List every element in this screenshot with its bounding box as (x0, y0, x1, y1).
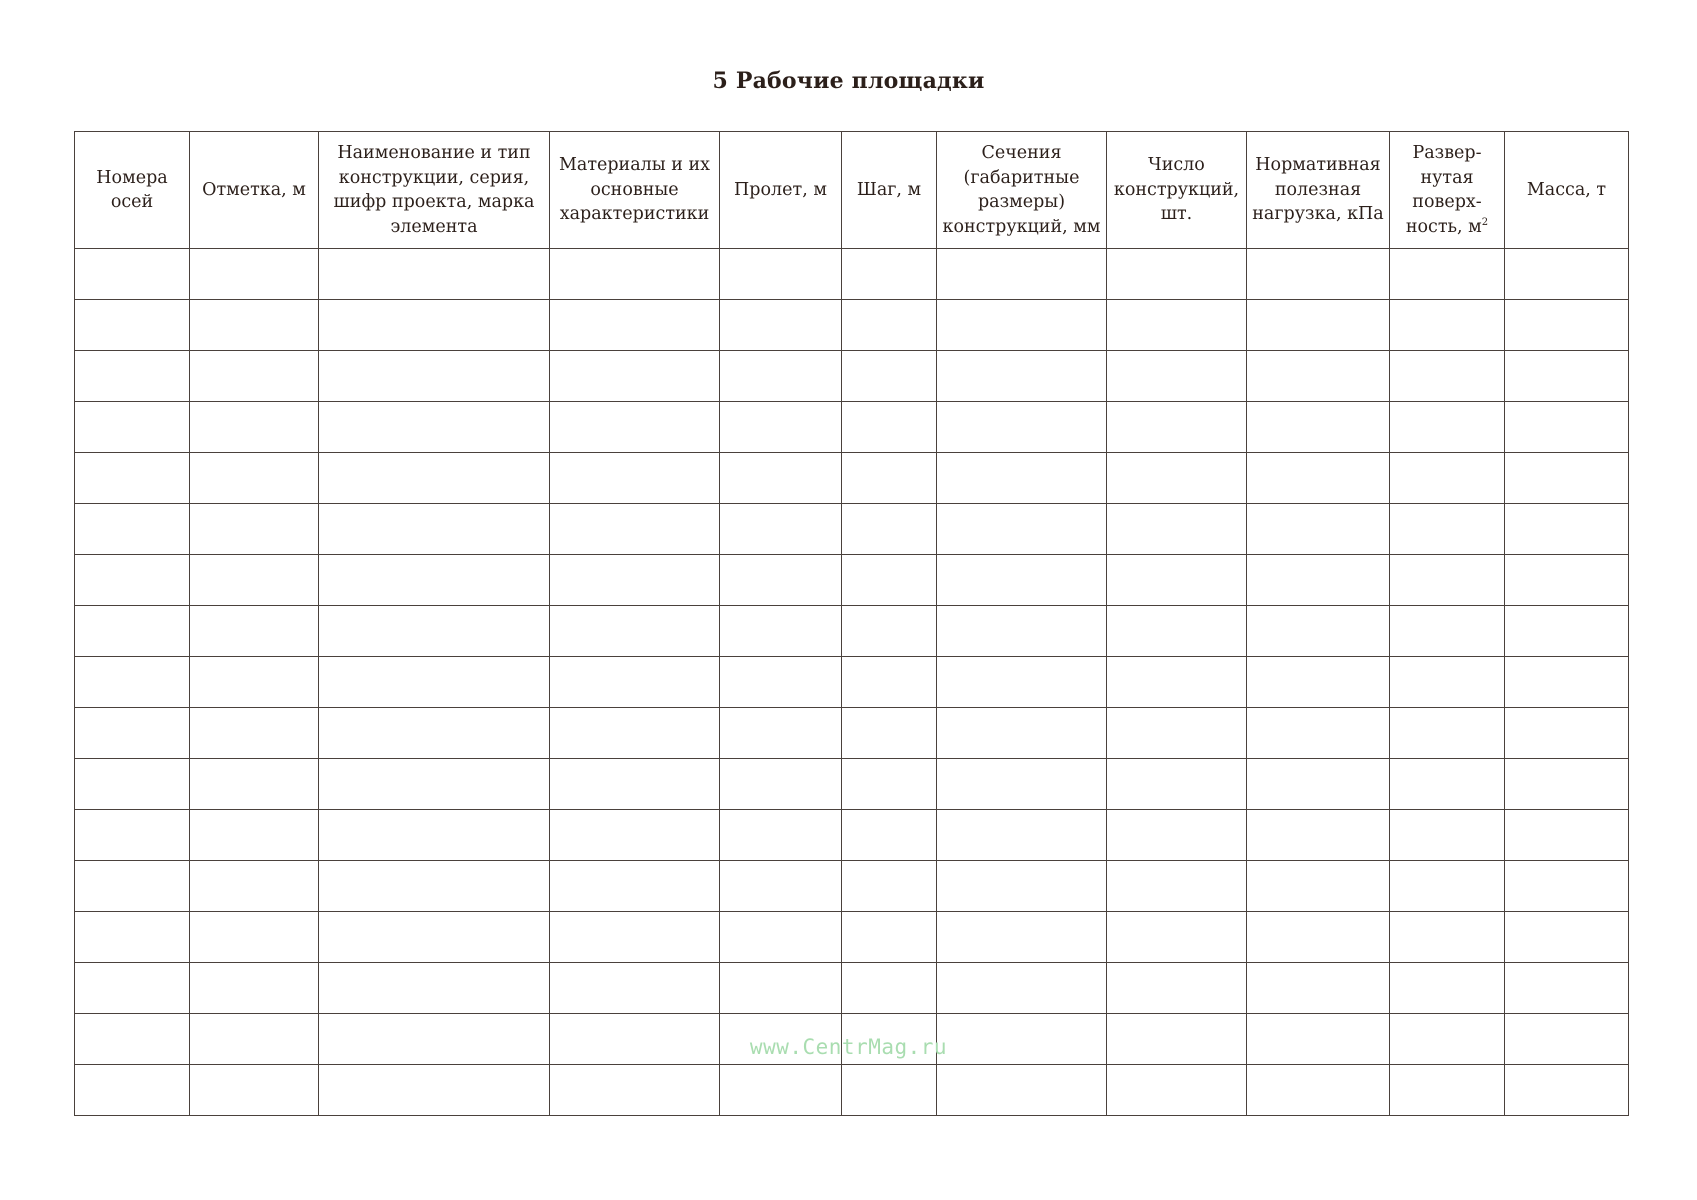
table-cell[interactable] (319, 861, 550, 912)
table-cell[interactable] (319, 402, 550, 453)
table-cell[interactable] (190, 606, 319, 657)
work-platforms-table (74, 131, 1629, 1116)
table-cell[interactable] (75, 249, 190, 300)
table-row (75, 351, 1629, 402)
table-cell[interactable] (842, 963, 937, 1014)
table-cell[interactable] (937, 606, 1107, 657)
table-cell[interactable] (550, 657, 720, 708)
table-cell[interactable] (1505, 351, 1629, 402)
table-cell[interactable] (842, 453, 937, 504)
table-cell[interactable] (1390, 759, 1505, 810)
table-cell[interactable] (1390, 555, 1505, 606)
table-cell[interactable] (550, 300, 720, 351)
table-cell[interactable] (842, 657, 937, 708)
table-row (75, 810, 1629, 861)
table-cell[interactable] (1247, 861, 1390, 912)
table-cell[interactable] (190, 1065, 319, 1116)
table-cell[interactable] (1505, 657, 1629, 708)
table-cell[interactable] (319, 912, 550, 963)
table-cell[interactable] (1505, 300, 1629, 351)
table-cell[interactable] (1247, 657, 1390, 708)
table-cell[interactable] (75, 402, 190, 453)
table-cell[interactable] (1505, 963, 1629, 1014)
table-cell[interactable] (190, 657, 319, 708)
table-cell[interactable] (937, 1014, 1107, 1065)
table-cell[interactable] (720, 453, 842, 504)
table-row (75, 402, 1629, 453)
column-header-materials: Материалы и их основные характеристики (550, 132, 720, 249)
table-cell[interactable] (550, 351, 720, 402)
column-header-count: Число конструкций, шт. (1107, 132, 1247, 249)
table-cell[interactable] (1390, 300, 1505, 351)
table-cell[interactable] (550, 963, 720, 1014)
table-cell[interactable] (842, 912, 937, 963)
table-cell[interactable] (550, 504, 720, 555)
table-row (75, 606, 1629, 657)
table-cell[interactable] (937, 861, 1107, 912)
table-cell[interactable] (937, 810, 1107, 861)
table-cell[interactable] (1390, 1065, 1505, 1116)
table-cell[interactable] (75, 300, 190, 351)
table-cell[interactable] (550, 606, 720, 657)
column-header-axis-numbers: Номера осей (75, 132, 190, 249)
table-cell[interactable] (319, 453, 550, 504)
table-cell[interactable] (1390, 606, 1505, 657)
column-header-pitch: Шаг, м (842, 132, 937, 249)
table-cell[interactable] (319, 657, 550, 708)
table-cell[interactable] (550, 810, 720, 861)
table-cell[interactable] (1505, 861, 1629, 912)
table-row (75, 963, 1629, 1014)
table-cell[interactable] (190, 759, 319, 810)
table-cell[interactable] (842, 810, 937, 861)
table-cell[interactable] (319, 606, 550, 657)
table-cell[interactable] (937, 351, 1107, 402)
table-cell[interactable] (1107, 657, 1247, 708)
table-cell[interactable] (550, 453, 720, 504)
table-cell[interactable] (75, 657, 190, 708)
table-cell[interactable] (1390, 963, 1505, 1014)
table-row (75, 1065, 1629, 1116)
table-cell[interactable] (1390, 453, 1505, 504)
table-cell[interactable] (1390, 249, 1505, 300)
table-cell[interactable] (1107, 708, 1247, 759)
table-cell[interactable] (720, 1014, 842, 1065)
table-cell[interactable] (720, 708, 842, 759)
table-cell[interactable] (720, 402, 842, 453)
table-cell[interactable] (550, 912, 720, 963)
table-cell[interactable] (1107, 1014, 1247, 1065)
table-cell[interactable] (75, 759, 190, 810)
table-cell[interactable] (1247, 453, 1390, 504)
table-cell[interactable] (937, 402, 1107, 453)
table-cell[interactable] (1247, 912, 1390, 963)
table-cell[interactable] (842, 759, 937, 810)
table-cell[interactable] (75, 606, 190, 657)
table-cell[interactable] (75, 555, 190, 606)
table-cell[interactable] (1247, 249, 1390, 300)
table-cell[interactable] (190, 351, 319, 402)
table-cell[interactable] (937, 708, 1107, 759)
table-cell[interactable] (1505, 504, 1629, 555)
table-cell[interactable] (720, 1065, 842, 1116)
table-cell[interactable] (1390, 708, 1505, 759)
table-cell[interactable] (1247, 402, 1390, 453)
table-cell[interactable] (1247, 1065, 1390, 1116)
table-cell[interactable] (1107, 249, 1247, 300)
table-cell[interactable] (319, 249, 550, 300)
table-cell[interactable] (75, 963, 190, 1014)
table-cell[interactable] (1390, 912, 1505, 963)
table-cell[interactable] (75, 861, 190, 912)
column-header-structure-name: Наименование и тип конструкции, серия, шифр проекта, марка элемента (319, 132, 550, 249)
column-header-elevation: Отметка, м (190, 132, 319, 249)
table-cell[interactable] (75, 453, 190, 504)
table-cell[interactable] (1247, 606, 1390, 657)
table-cell[interactable] (842, 300, 937, 351)
table-cell[interactable] (1505, 555, 1629, 606)
table-cell[interactable] (1505, 453, 1629, 504)
table-cell[interactable] (319, 504, 550, 555)
table-cell[interactable] (720, 606, 842, 657)
table-cell[interactable] (319, 759, 550, 810)
surface-label: Развер-нутая поверх-ность, м (1405, 143, 1482, 237)
column-header-surface (1390, 132, 1505, 249)
table-row (75, 504, 1629, 555)
table-cell[interactable] (190, 810, 319, 861)
table-cell[interactable] (937, 300, 1107, 351)
table-cell[interactable] (1107, 453, 1247, 504)
table-row (75, 657, 1629, 708)
table-cell[interactable] (319, 708, 550, 759)
table-cell[interactable] (1247, 963, 1390, 1014)
table-cell[interactable] (75, 504, 190, 555)
table-cell[interactable] (1107, 963, 1247, 1014)
table-cell[interactable] (1390, 402, 1505, 453)
watermark: www.CentrMag.ru (749, 1035, 948, 1059)
table-cell[interactable] (190, 402, 319, 453)
table-cell[interactable] (1107, 810, 1247, 861)
table-cell[interactable] (842, 504, 937, 555)
table-cell[interactable] (720, 300, 842, 351)
column-header-sections: Сечения (габаритные размеры) конструкций, мм (937, 132, 1107, 249)
table-cell[interactable] (75, 1014, 190, 1065)
table-cell[interactable] (937, 912, 1107, 963)
table-body (75, 249, 1629, 1116)
table-cell[interactable] (1505, 402, 1629, 453)
table-cell[interactable] (1390, 1014, 1505, 1065)
table-cell[interactable] (319, 1014, 550, 1065)
table-cell[interactable] (720, 759, 842, 810)
table-cell[interactable] (720, 351, 842, 402)
table-cell[interactable] (937, 963, 1107, 1014)
table-cell[interactable] (190, 555, 319, 606)
table-row (75, 555, 1629, 606)
table-cell[interactable] (1505, 1065, 1629, 1116)
table-cell[interactable] (720, 810, 842, 861)
table-cell[interactable] (1247, 351, 1390, 402)
table-cell[interactable] (1505, 708, 1629, 759)
table-cell[interactable] (75, 912, 190, 963)
table-cell[interactable] (937, 1065, 1107, 1116)
table-cell[interactable] (319, 963, 550, 1014)
table-cell[interactable] (1505, 759, 1629, 810)
table-cell[interactable] (190, 1014, 319, 1065)
table-cell[interactable] (937, 453, 1107, 504)
table-cell[interactable] (720, 912, 842, 963)
table-cell[interactable] (937, 249, 1107, 300)
table-cell[interactable] (1107, 1065, 1247, 1116)
table-cell[interactable] (1390, 504, 1505, 555)
table-cell[interactable] (550, 1065, 720, 1116)
table-cell[interactable] (1247, 1014, 1390, 1065)
table-cell[interactable] (842, 708, 937, 759)
column-header-mass: Масса, т (1505, 132, 1629, 249)
table-cell[interactable] (319, 555, 550, 606)
table-cell[interactable] (1505, 606, 1629, 657)
table-row (75, 708, 1629, 759)
table-cell[interactable] (75, 1065, 190, 1116)
table-cell[interactable] (550, 708, 720, 759)
table-row (75, 453, 1629, 504)
table-cell[interactable] (190, 249, 319, 300)
table-header-row (75, 132, 1629, 249)
table-cell[interactable] (1390, 861, 1505, 912)
table-cell[interactable] (1107, 912, 1247, 963)
table-cell[interactable] (720, 861, 842, 912)
table-row (75, 861, 1629, 912)
column-header-load: Нормативная полезная нагрузка, кПа (1247, 132, 1390, 249)
table-cell[interactable] (842, 351, 937, 402)
table-cell[interactable] (842, 555, 937, 606)
table-cell[interactable] (720, 249, 842, 300)
table-cell[interactable] (720, 963, 842, 1014)
table-cell[interactable] (75, 708, 190, 759)
table-cell[interactable] (720, 504, 842, 555)
table-cell[interactable] (842, 402, 937, 453)
table-cell[interactable] (550, 402, 720, 453)
table-cell[interactable] (190, 708, 319, 759)
table-cell[interactable] (190, 504, 319, 555)
table-cell[interactable] (75, 810, 190, 861)
table-cell[interactable] (937, 657, 1107, 708)
table-cell[interactable] (1505, 810, 1629, 861)
surface-unit-superscript: 2 (1481, 216, 1489, 228)
table-cell[interactable] (720, 657, 842, 708)
table-cell[interactable] (1390, 657, 1505, 708)
table-cell[interactable] (937, 504, 1107, 555)
table-cell[interactable] (1107, 759, 1247, 810)
table-row (75, 759, 1629, 810)
table-cell[interactable] (1107, 555, 1247, 606)
table-cell[interactable] (550, 759, 720, 810)
table-cell[interactable] (937, 759, 1107, 810)
table-cell[interactable] (1247, 555, 1390, 606)
table-cell[interactable] (720, 555, 842, 606)
table-cell[interactable] (1505, 249, 1629, 300)
table-cell[interactable] (190, 861, 319, 912)
table-cell[interactable] (1505, 912, 1629, 963)
table-cell[interactable] (319, 300, 550, 351)
table-row (75, 912, 1629, 963)
table-cell[interactable] (550, 555, 720, 606)
table-cell[interactable] (550, 249, 720, 300)
table-cell[interactable] (190, 453, 319, 504)
table-cell[interactable] (75, 351, 190, 402)
table-cell[interactable] (842, 1065, 937, 1116)
table-cell[interactable] (190, 300, 319, 351)
table-cell[interactable] (1107, 402, 1247, 453)
table-cell[interactable] (1247, 708, 1390, 759)
table-cell[interactable] (1247, 300, 1390, 351)
table-cell[interactable] (1390, 351, 1505, 402)
table-cell[interactable] (937, 555, 1107, 606)
table-cell[interactable] (1107, 300, 1247, 351)
table-cell[interactable] (319, 351, 550, 402)
table-cell[interactable] (1247, 504, 1390, 555)
table-cell[interactable] (190, 963, 319, 1014)
table-cell[interactable] (1107, 504, 1247, 555)
table-row (75, 300, 1629, 351)
table-cell[interactable] (550, 861, 720, 912)
table-row (75, 249, 1629, 300)
table-cell[interactable] (842, 1014, 937, 1065)
page-title: 5 Рабочие площадки (712, 68, 985, 94)
table-cell[interactable] (1107, 351, 1247, 402)
table-row (75, 1014, 1629, 1065)
table-cell[interactable] (1247, 810, 1390, 861)
table-cell[interactable] (1107, 606, 1247, 657)
table-cell[interactable] (190, 912, 319, 963)
table-cell[interactable] (1107, 861, 1247, 912)
table-cell[interactable] (842, 606, 937, 657)
table-cell[interactable] (319, 810, 550, 861)
table-cell[interactable] (550, 1014, 720, 1065)
table-cell[interactable] (842, 249, 937, 300)
table-cell[interactable] (319, 1065, 550, 1116)
table-cell[interactable] (1505, 1014, 1629, 1065)
table-cell[interactable] (1247, 759, 1390, 810)
table-cell[interactable] (842, 861, 937, 912)
table-cell[interactable] (1390, 810, 1505, 861)
column-header-span: Пролет, м (720, 132, 842, 249)
